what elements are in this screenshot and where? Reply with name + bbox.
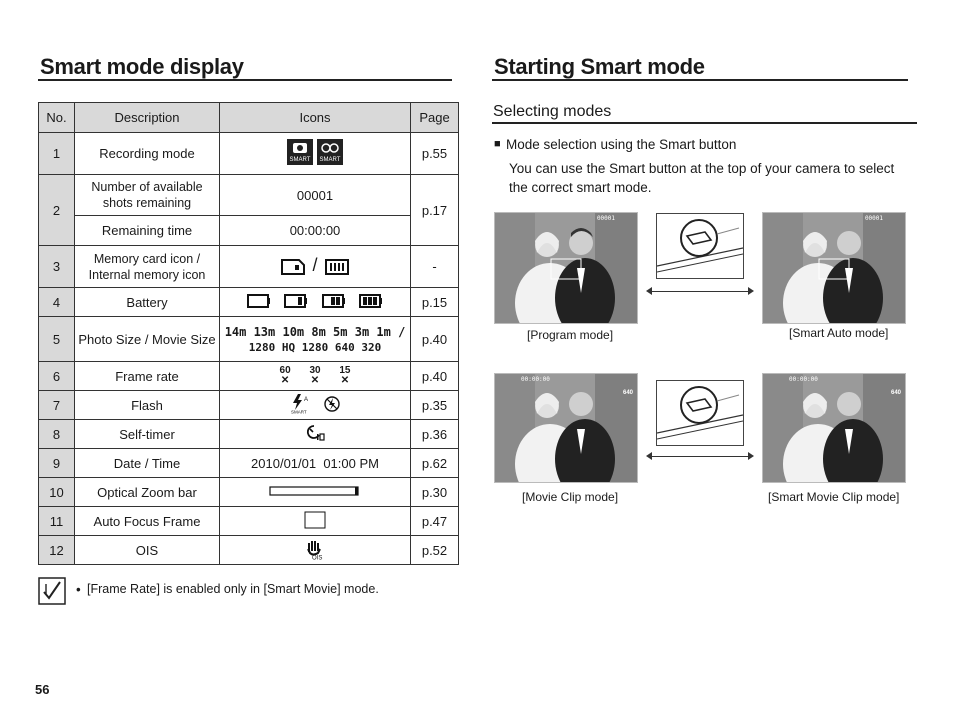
row-desc: Frame rate <box>75 362 220 391</box>
row-page: p.17 <box>411 175 459 246</box>
battery-empty-icon <box>247 294 271 311</box>
row-no: 12 <box>39 536 75 565</box>
table-row <box>39 246 459 288</box>
note-bullet: • <box>76 582 81 597</box>
row-icons: 00:00:00 <box>220 216 411 246</box>
memory-card-icon <box>281 259 305 278</box>
row-page: p.52 <box>411 536 459 565</box>
movie-time: 00:00:00 <box>521 376 550 383</box>
row-page: p.62 <box>411 449 459 478</box>
row-icons <box>220 536 411 565</box>
movie-size-icons: 1280 HQ 1280 640 320 <box>248 340 382 354</box>
smart-movie-icon <box>317 139 343 168</box>
row-icons <box>220 362 411 391</box>
table-row <box>39 216 459 246</box>
row-desc: OIS <box>75 536 220 565</box>
page-number: 56 <box>35 682 50 697</box>
row-icons: 2010/01/01 01:00 PM <box>220 449 411 478</box>
row-desc: Battery <box>75 288 220 317</box>
fps-30-icon: 30 ✕ <box>309 365 321 386</box>
header-page: Page <box>411 103 459 133</box>
caption-movie-clip-mode: [Movie Clip mode] <box>522 490 619 504</box>
mode-switch-arrow-top <box>652 291 748 292</box>
row-icons <box>220 288 411 317</box>
fps-60-icon: 60 ✕ <box>279 365 291 386</box>
row-no: 8 <box>39 420 75 449</box>
table-row <box>39 362 459 391</box>
table-row <box>39 175 459 216</box>
svg-text:OIS: OIS <box>312 555 323 560</box>
note-icon <box>38 577 66 610</box>
row-icons <box>220 391 411 420</box>
self-timer-icon <box>305 424 325 445</box>
row-no: 5 <box>39 317 75 362</box>
body-text: You can use the Smart button at the top of your camera to select the correct smart mode. <box>509 161 895 195</box>
row-desc: Auto Focus Frame <box>75 507 220 536</box>
row-icons <box>220 317 411 362</box>
row-icons <box>220 420 411 449</box>
table-row <box>39 478 459 507</box>
row-page: p.15 <box>411 288 459 317</box>
table-row <box>39 420 459 449</box>
row-desc: Flash <box>75 391 220 420</box>
row-icons <box>220 133 411 175</box>
row-desc: Number of available shots remaining <box>75 175 220 216</box>
row-icons <box>220 507 411 536</box>
row-no: 4 <box>39 288 75 317</box>
right-title-rule <box>492 79 908 81</box>
row-desc: Date / Time <box>75 449 220 478</box>
table-row <box>39 507 459 536</box>
movie-clip-mode-screen <box>494 373 638 483</box>
section-subtitle: Selecting modes <box>493 103 612 120</box>
smart-button-illustration-bottom <box>656 380 744 446</box>
row-desc: Recording mode <box>75 133 220 175</box>
smart-movie-res: 640 <box>890 390 901 396</box>
row-icons: 00001 <box>220 175 411 216</box>
table-row <box>39 288 459 317</box>
row-desc: Remaining time <box>75 216 220 246</box>
ois-hand-icon <box>304 538 326 563</box>
fps-15-icon: 15 ✕ <box>339 365 351 386</box>
flash-smart-icon <box>290 394 312 417</box>
internal-memory-icon <box>325 259 349 278</box>
smart-button-illustration-top <box>656 213 744 279</box>
program-counter: 00001 <box>596 215 615 222</box>
bullet-square: ■ <box>494 138 501 150</box>
movie-res: 640 <box>622 390 633 396</box>
caption-program-mode: [Program mode] <box>527 328 614 342</box>
table-row <box>39 317 459 362</box>
battery-half-icon <box>322 294 346 311</box>
table-row <box>39 133 459 175</box>
row-icons <box>220 478 411 507</box>
row-desc: Memory card icon / Internal memory icon <box>75 246 220 288</box>
row-page: p.35 <box>411 391 459 420</box>
svg-text:A: A <box>304 396 309 403</box>
smart-auto-mode-screen <box>762 212 906 324</box>
row-no: 2 <box>39 175 75 246</box>
row-desc: Photo Size / Movie Size <box>75 317 220 362</box>
caption-smart-auto-mode: [Smart Auto mode] <box>789 326 889 340</box>
table-row <box>39 536 459 565</box>
svg-text:SMART: SMART <box>291 409 307 414</box>
row-no: 10 <box>39 478 75 507</box>
row-desc: Self-timer <box>75 420 220 449</box>
auto-focus-frame-icon <box>304 511 326 532</box>
table-row <box>39 449 459 478</box>
bullet-text: Mode selection using the Smart button <box>506 137 737 152</box>
row-page: p.36 <box>411 420 459 449</box>
row-page: p.40 <box>411 317 459 362</box>
table-header-row <box>39 103 459 133</box>
right-title: Starting Smart mode <box>494 54 705 79</box>
row-page: p.40 <box>411 362 459 391</box>
note-text: [Frame Rate] is enabled only in [Smart Movie] mode. <box>87 582 379 596</box>
header-description: Description <box>75 103 220 133</box>
row-no: 9 <box>39 449 75 478</box>
left-title: Smart mode display <box>40 54 244 79</box>
smart-movie-time: 00:00:00 <box>789 376 818 383</box>
row-page: p.47 <box>411 507 459 536</box>
header-no: No. <box>39 103 75 133</box>
smart-auto-icon <box>287 139 313 168</box>
table-row <box>39 391 459 420</box>
row-icons: / <box>220 246 411 288</box>
row-page: p.55 <box>411 133 459 175</box>
optical-zoom-bar-icon <box>269 485 361 500</box>
row-desc: Optical Zoom bar <box>75 478 220 507</box>
mode-switch-arrow-bottom <box>652 456 748 457</box>
row-page: p.30 <box>411 478 459 507</box>
battery-full-icon <box>359 294 383 311</box>
row-no: 6 <box>39 362 75 391</box>
row-no: 1 <box>39 133 75 175</box>
svg-text:SMART: SMART <box>289 157 311 163</box>
left-title-rule <box>38 79 452 81</box>
svg-text:SMART: SMART <box>319 157 341 163</box>
smart-auto-counter: 00001 <box>864 215 883 222</box>
row-no: 11 <box>39 507 75 536</box>
smart-mode-table <box>38 102 459 565</box>
program-mode-screen <box>494 212 638 324</box>
smart-movie-clip-mode-screen <box>762 373 906 483</box>
header-icons: Icons <box>220 103 411 133</box>
photo-size-icons: 14m 13m 10m 8m 5m 3m 1m / <box>224 324 406 339</box>
row-page: - <box>411 246 459 288</box>
caption-smart-movie-clip-mode: [Smart Movie Clip mode] <box>768 490 900 504</box>
subtitle-rule <box>492 122 917 124</box>
battery-low-icon <box>284 294 308 311</box>
row-no: 7 <box>39 391 75 420</box>
row-no: 3 <box>39 246 75 288</box>
flash-off-icon <box>324 396 340 415</box>
